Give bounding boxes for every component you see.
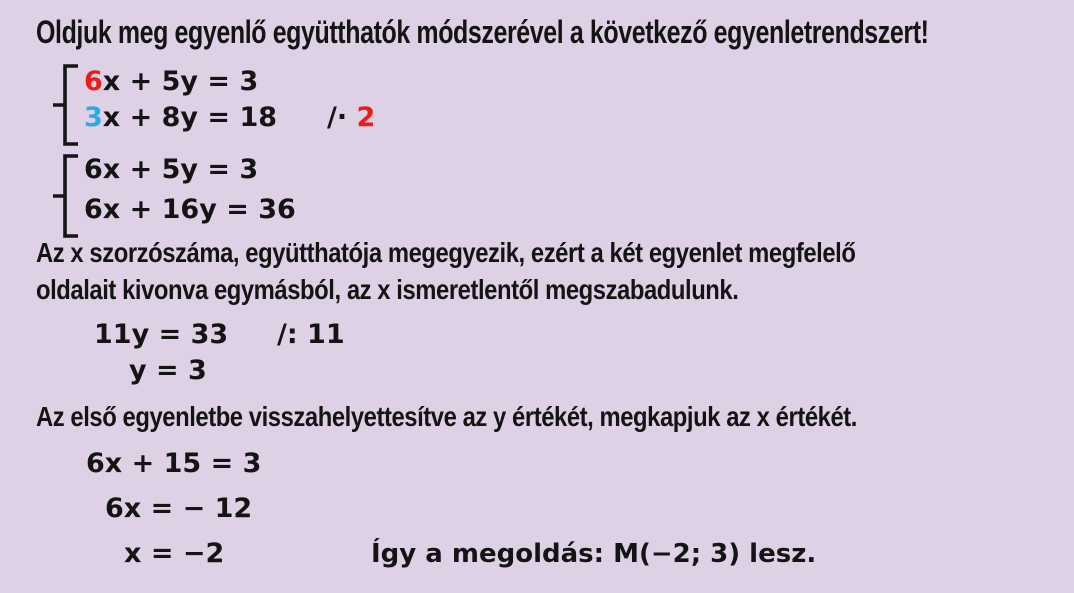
equation-text: x + 5y = 3 [102,66,259,97]
explanation-line: Az x szorzószáma, együtthatója megegyezik, ezért a két egyenlet megfelelő [36,237,856,268]
x-step-2: 6x = − 12 [105,493,253,524]
explanation-paragraph-1 [36,234,1000,308]
operation-symbol: /· [327,102,357,133]
conclusion: Így a megoldás: M(−2; 3) lesz. [371,539,817,569]
system2-brace-icon [52,154,80,238]
equation-text: x + 8y = 18 [102,102,278,133]
x-result: x = −2 [124,538,225,569]
system2-equation-1: 6x + 5y = 3 [84,154,259,185]
explanation-line: oldalait kivonva egymásból, az x ismeretlentől megszabadulunk. [36,274,739,305]
system1-brace-icon [52,64,80,146]
page-title [36,14,1074,51]
multiplier-red: 2 [356,102,376,133]
explanation-line: Az első egyenletbe visszahelyettesítve az y értékét, megkapjuk az x értékét. [36,401,857,432]
coefficient-blue: 3 [84,102,103,133]
y-result: y = 3 [129,355,207,386]
page-title-text: Oldjuk meg egyenlő együtthatók módszerével a következő egyenletrendszert! [36,14,929,50]
system2-equation-2: 6x + 16y = 36 [84,194,296,225]
coefficient-red: 6 [84,66,103,97]
explanation-paragraph-2 [36,398,1002,435]
divide-operation: /: 11 [277,319,345,350]
system1-equation-2 [84,101,277,135]
y-equation: 11y = 33 [94,319,229,350]
multiply-operation [327,101,375,135]
x-step-1: 6x + 15 = 3 [86,448,262,479]
system1-equation-1 [84,65,258,99]
